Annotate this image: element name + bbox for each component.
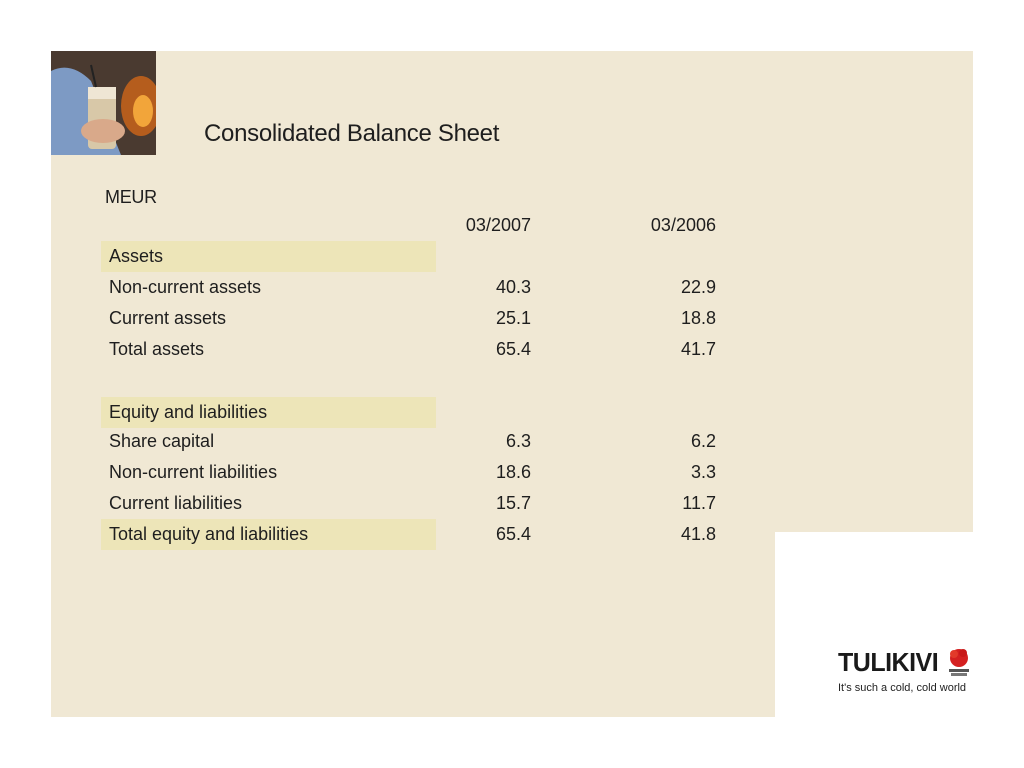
value-2006: 18.8	[680, 308, 716, 328]
row-label: Current liabilities	[109, 493, 243, 513]
table-row	[101, 488, 721, 519]
table-row	[101, 397, 721, 428]
table-row	[101, 303, 721, 334]
row-label: Share capital	[109, 431, 215, 451]
value-2007	[411, 397, 531, 428]
value-2007: 65.4	[495, 524, 531, 544]
value-2006	[596, 397, 716, 428]
brand-logo-text: TULIKIVI	[838, 648, 939, 678]
value-2006	[596, 241, 716, 272]
column-header-2006: 03/2006	[650, 215, 716, 235]
value-2006: 6.2	[690, 431, 716, 451]
row-label: Total assets	[109, 339, 205, 359]
slide-title: Consolidated Balance Sheet	[204, 120, 500, 147]
table-row	[101, 334, 721, 365]
value-2007: 65.4	[495, 339, 531, 359]
value-2006: 3.3	[690, 462, 716, 482]
table-row	[101, 241, 721, 272]
value-2007: 18.6	[495, 462, 531, 482]
row-label: Non-current assets	[109, 277, 262, 297]
column-header-2007: 03/2007	[465, 215, 531, 235]
header-photo	[51, 51, 156, 155]
value-2007: 6.3	[505, 431, 531, 451]
row-label: Current assets	[109, 308, 227, 328]
row-label: Non-current liabilities	[109, 462, 278, 482]
value-2007: 15.7	[495, 493, 531, 513]
value-2007	[411, 241, 531, 272]
table-row	[101, 426, 721, 457]
brand-tagline: It's such a cold, cold world	[838, 682, 967, 694]
value-2007: 25.1	[495, 308, 531, 328]
table-row	[101, 457, 721, 488]
value-2006: 22.9	[680, 277, 716, 297]
flame-icon	[946, 647, 972, 682]
row-label: Total equity and liabilities	[101, 519, 436, 550]
value-2006: 41.8	[680, 524, 716, 544]
value-2006: 11.7	[682, 493, 716, 513]
table-row	[101, 272, 721, 303]
row-label: Equity and liabilities	[101, 397, 436, 428]
unit-label: MEUR	[105, 187, 157, 207]
value-2006: 41.7	[680, 339, 716, 359]
table-row	[101, 519, 721, 550]
value-2007: 40.3	[495, 277, 531, 297]
row-label: Assets	[101, 241, 436, 272]
